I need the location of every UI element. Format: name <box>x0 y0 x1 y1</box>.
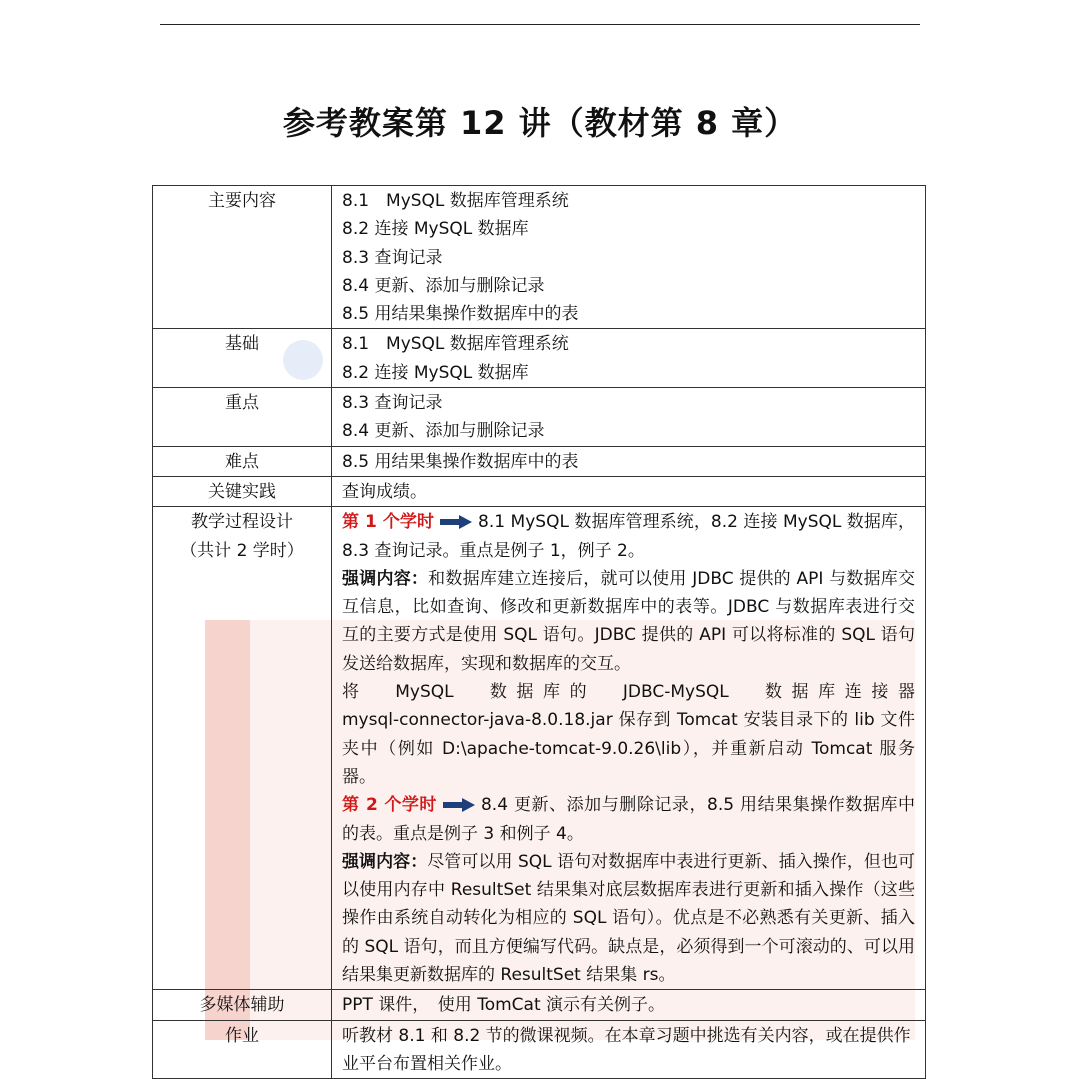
hour2-paragraph <box>342 791 915 848</box>
list-item: 8.1 MySQL 数据库管理系统 <box>342 191 569 211</box>
cell-basics <box>332 329 926 388</box>
note-rest: mysql-connector-java-8.0.18.jar 保存到 Tomcat 安装目录下的 lib 文件夹中（例如 D:\apache-tomcat-9.0.26\lib），并重新启动 Tomcat 服务器。 <box>342 710 915 787</box>
list-item: 8.4 更新、添加与删除记录 <box>342 275 545 296</box>
list-item: 8.2 连接 MySQL 数据库 <box>342 219 529 240</box>
label-main-content: 主要内容 <box>153 186 332 329</box>
label-multimedia: 多媒体辅助 <box>153 990 332 1020</box>
list-item: 8.5 用结果集操作数据库中的表 <box>342 451 579 472</box>
emphasis2-text: 尽管可以用 SQL 语句对数据库中表进行更新、插入操作，但也可以使用内存中 ResultSet 结果集对底层数据库表进行更新和插入操作（这些操作由系统自动转化为相应的 SQL 语句）。优点是不必熟悉有关更新、插入的 SQL 语句，而且方便编写代码。缺点是，必须得到一个可滚动的、可以用结果集更新数据库的 ResultSet 结果集 rs。 <box>342 851 916 986</box>
label-process-title: 教学过程设计 <box>191 512 293 533</box>
cell-process <box>332 507 926 990</box>
arrow-right-icon <box>443 798 475 812</box>
cell-difficulties <box>332 446 926 476</box>
list-item: 8.3 查询记录 <box>342 247 443 268</box>
row-practice <box>153 476 926 506</box>
label-practice: 关键实践 <box>153 476 332 506</box>
row-process <box>153 507 926 990</box>
list-item: 8.5 用结果集操作数据库中的表 <box>342 304 579 325</box>
list-item: 8.2 连接 MySQL 数据库 <box>342 362 529 383</box>
hour2-text: 8.4 更新、添加与删除记录，8.5 用结果集操作数据库中的表。重点是例子 3 和例子 4。 <box>342 795 915 844</box>
list-item: 8.1 MySQL 数据库管理系统 <box>342 334 569 355</box>
label-basics: 基础 <box>153 329 332 388</box>
cell-practice: 查询成绩。 <box>332 476 926 506</box>
row-multimedia <box>153 990 926 1020</box>
label-process <box>153 507 332 990</box>
emphasis2-tag: 强调内容： <box>342 851 428 872</box>
label-process-hours: （共计 2 学时） <box>180 540 304 561</box>
row-key-points <box>153 388 926 447</box>
hour1-tag: 第 1 个学时 <box>342 512 435 533</box>
list-item: 8.3 查询记录 <box>342 393 443 414</box>
row-difficulties <box>153 446 926 476</box>
emphasis2-paragraph <box>342 848 915 989</box>
label-difficulties: 难点 <box>153 446 332 476</box>
top-rule <box>160 24 920 25</box>
page-title: 参考教案第 12 讲（教材第 8 章） <box>282 104 798 142</box>
cell-multimedia: PPT 课件， 使用 TomCat 演示有关例子。 <box>332 990 926 1020</box>
lesson-plan-table <box>152 185 926 1079</box>
cell-homework: 听教材 8.1 和 8.2 节的微课视频。在本章习题中挑选有关内容，或在提供作业平台布置相关作业。 <box>332 1020 926 1079</box>
hour2-tag: 第 2 个学时 <box>342 795 437 816</box>
note-line-1: 将 MySQL 数据库的 JDBC-MySQL 数据库连接器 <box>342 682 915 703</box>
hour1-text: 8.1 MySQL 数据库管理系统，8.2 连接 MySQL 数据库，8.3 查询记录。重点是例子 1，例子 2。 <box>342 512 915 561</box>
arrow-right-icon <box>440 515 472 529</box>
row-basics <box>153 329 926 388</box>
emphasis1-paragraph <box>342 565 915 678</box>
label-homework: 作业 <box>153 1020 332 1079</box>
hour1-paragraph <box>342 508 915 565</box>
cell-main-content <box>332 186 926 329</box>
row-homework <box>153 1020 926 1079</box>
row-main-content <box>153 186 926 329</box>
emphasis1-text: 和数据库建立连接后，就可以使用 JDBC 提供的 API 与数据库交互信息，比如查询、修改和更新数据库中的表等。JDBC 与数据库表进行交互的主要方式是使用 SQL 语句。JDBC 提供的 API 可以将标准的 SQL 语句发送给数据库，实现和数据库的交互。 <box>342 568 915 674</box>
emphasis1-tag: 强调内容： <box>342 568 429 589</box>
label-key-points: 重点 <box>153 388 332 447</box>
cell-key-points <box>332 388 926 447</box>
list-item: 8.4 更新、添加与删除记录 <box>342 421 545 442</box>
